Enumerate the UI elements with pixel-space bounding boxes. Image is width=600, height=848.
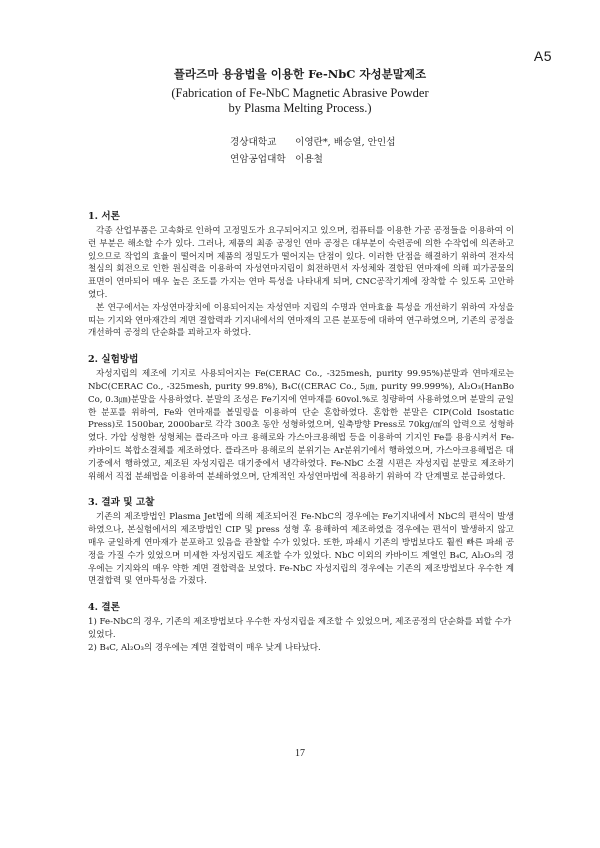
page-number: 17 — [295, 748, 305, 759]
section-conclusion — [88, 599, 514, 654]
section-introduction — [88, 208, 514, 340]
section-heading: 3. 결과 및 고찰 — [88, 497, 155, 509]
section-heading: 4. 결론 — [88, 602, 120, 614]
section-methods — [88, 351, 514, 483]
paper-body — [88, 208, 514, 666]
paragraph: 각종 산업부품은 고속화로 인하여 고정밀도가 요구되어지고 있으며, 컴퓨터를 이용한 가공 공정들을 이용하여 이런 부분은 해소할 수가 있다. 그러나, 제품의 최종 공정인 연마 공정은 대부분이 숙련공에 의한 수작업에 의존하고 있으므로 작업의 효율이 떨어지며 제품의 정밀도가 떨어지는 단점이 있다. 이러한 단점을 해결하기 위하여 전자석 철심의 회전으로 인한 원심력을 이용하여 자성연마지립이 회전하면서 자성체와 결합된 연마재에 의해 피가공물의 표면이 연마되어 매우 높은 조도를 가지는 연마 특성을 나타내게 되며, CNC공작기계에 장착할 수 있도록 고안하였다. — [88, 226, 514, 300]
author-block — [230, 134, 395, 168]
paragraph: 자성지립의 제조에 기지로 사용되어지는 Fe(CERAC Co., -325mesh, purity 99.95%)분말과 연마재로는 NbC(CERAC Co., -325mesh, purity 99.8%), B₄C((CERAC Co., 5㎛, purity 99.999%), Al₂O₃(HanBo Co, 0.3㎛)분말을 사용하였다. 분말의 조성은 Fe기지에 연마재를 60vol.%로 칭량하여 사용하였으며 분말의 균일한 분포를 위하여, Fe와 연마재를 볼밀링을 이용하여 단순 혼합하였다. 혼합한 분말은 CIP(Cold Isostatic Press)로 1500bar, 2000bar로 각각 300초 동안 성형하였으며, 일축방향 Press로 70kg/㎠의 압력으로 성형하였다. 가압 성형한 성형체는 플라즈마 아크 용해로와 가스아크용해법 등을 이용하여 기지인 Fe를 용융시켜서 Fe-카바이드 복합소결체를 제조하였다. 플라즈마 용해로의 분위기는 Ar분위기에서 행하였으며, 가스아크용해법은 대기중에서 행하였고, 제조된 자성지립은 대기중에서 냉각하였다. Fe-NbC 소결 시편은 자성지립 분말로 제조하기 위해서 직접 분쇄법을 이용하여 분쇄하였으며, 단계적인 자성연마법에 적용하기 위하여 각 단계별로 분급하였다. — [88, 369, 514, 482]
author-affiliation: 경상대학교 — [230, 137, 277, 148]
author-affiliation: 연암공업대학 — [230, 154, 286, 165]
section-results — [88, 494, 514, 588]
author-names: 이영란*, 배승열, 안인섭 — [295, 137, 396, 148]
conclusion-item: 1) Fe-NbC의 경우, 기존의 제조방법보다 우수한 자성지립을 제조할 수 있었으며, 제조공정의 단순화를 꾀할 수가 있었다. — [88, 617, 512, 640]
author-row — [230, 151, 395, 168]
title-english-line2: by Plasma Melting Process.) — [228, 101, 372, 115]
paragraph: 본 연구에서는 자성연마장치에 이용되어지는 자성연마 지립의 수명과 연마효율 특성을 개선하기 위하여 자성을 띠는 기지와 연마재간의 계면 결합력과 기지내에서의 연마재의 고른 분포등에 대하여 연구하였으며, 기존의 공정을 개선하여 공정의 단순화를 꾀하고자 하였다. — [88, 302, 514, 339]
author-row — [230, 134, 395, 151]
paper-header — [0, 66, 600, 116]
author-names: 이용철 — [295, 154, 323, 165]
section-heading: 1. 서론 — [88, 211, 120, 222]
page-tag: A5 — [533, 48, 552, 64]
title-korean: 플라즈마 용융법을 이용한 Fe-NbC 자성분말제조 — [173, 67, 427, 81]
conclusion-item: 2) B₄C, Al₂O₃의 경우에는 계면 결합력이 매우 낮게 나타났다. — [88, 642, 321, 653]
paragraph: 기존의 제조방법인 Plasma Jet법에 의해 제조되어진 Fe-NbC의 경우에는 Fe기지내에서 NbC의 편석이 발생하였으나, 본실험에서의 제조방법인 CIP 및 press 성형 후 용해하여 제조하였을 경우에는 편석이 발생하지 않고 매우 균일하게 연마재가 분포하고 있음을 관찰할 수가 있었다. 또한, 파쇄시 기존의 방법보다도 훨씬 빠른 파쇄 공정을 가질 수가 있었으며 미세한 자성지립도 제조할 수가 있었다. NbC 이외의 카바이드 계열인 B₄C, Al₂O₃의 경우에는 기지와의 매우 약한 계면 결합력을 보였다. Fe-NbC 자성지립의 경우에는 기존의 제조방법보다 우수한 계면결합력 및 연마특성을 가졌다. — [88, 512, 514, 587]
title-english-line1: (Fabrication of Fe-NbC Magnetic Abrasive Powder — [171, 86, 429, 100]
section-heading: 2. 실험방법 — [88, 354, 139, 366]
